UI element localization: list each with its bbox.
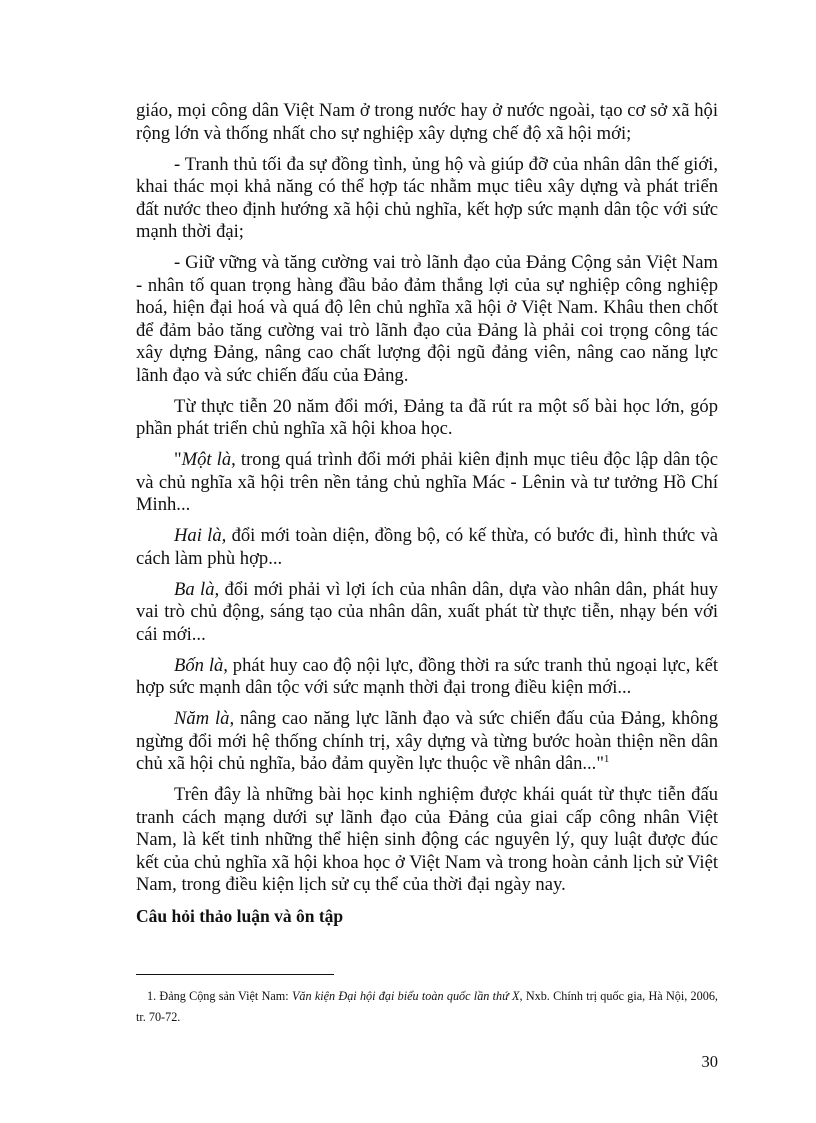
lesson-one-text: , trong quá trình đổi mới phải kiên định mục tiêu độc lập dân tộc và chủ nghĩa xã hội trên nền tảng chủ nghĩa Mác - Lênin và tư tưởng Hồ Chí Minh...	[136, 449, 718, 515]
lesson-one-open-quote: "	[174, 449, 182, 470]
footnote-title: Văn kiện Đại hội đại biểu toàn quốc lần thứ X	[291, 989, 520, 1003]
lesson-five-lead: Năm là,	[174, 708, 235, 729]
lesson-five	[136, 708, 718, 776]
lesson-four-lead: Bốn là,	[174, 654, 228, 676]
lesson-four	[136, 655, 718, 700]
lesson-two	[136, 525, 718, 570]
paragraph-continued: giáo, mọi công dân Việt Nam ở trong nước hay ở nước ngoài, tạo cơ sở xã hội rộng lớn và thống nhất cho sự nghiệp xây dựng chế độ xã hội mới;	[136, 100, 718, 144]
footnote-divider	[136, 974, 334, 975]
lesson-two-text: đổi mới toàn diện, đồng bộ, có kế thừa, có bước đi, hình thức và cách làm phù hợp...	[136, 525, 718, 569]
lesson-three	[136, 579, 718, 647]
section-heading: Câu hỏi thảo luận và ôn tập	[136, 906, 344, 926]
paragraph-bullet-party-leadership: - Giữ vững và tăng cường vai trò lãnh đạo của Đảng Cộng sản Việt Nam - nhân tố quan trọng hàng đầu bảo đảm thắng lợi của sự nghiệp công nghiệp hoá, hiện đại hoá và quá độ lên chủ nghĩa xã hội ở Việt Nam. Khâu then chốt để đảm bảo tăng cường vai trò lãnh đạo của Đảng là phải coi trọng công tác xây dựng Đảng, nâng cao chất lượng đội ngũ đảng viên, nâng cao năng lực lãnh đạo và sức chiến đấu của Đảng.	[136, 252, 718, 386]
lesson-three-lead: Ba là,	[174, 578, 220, 600]
footnote-suffix: , Nxb. Chính trị quốc gia, Hà Nội, 2006, tr. 70-72.	[136, 989, 718, 1024]
lesson-four-text: phát huy cao độ nội lực, đồng thời ra sức tranh thủ ngoại lực, kết hợp sức mạnh dân tộc với sức mạnh thời đại trong điều kiện mới...	[136, 654, 718, 698]
lesson-three-text: đổi mới phải vì lợi ích của nhân dân, dựa vào nhân dân, phát huy vai trò chủ động, sáng tạo của nhân dân, xuất phát từ thực tiễn, nhạy bén với cái mới...	[136, 578, 718, 645]
footnote-reference[interactable]: 1	[603, 753, 610, 765]
paragraph-closing: Trên đây là những bài học kinh nghiệm được khái quát từ thực tiễn đấu tranh cách mạng dưới sự lãnh đạo của Đảng của giai cấp công nhân Việt Nam, là kết tinh những thể hiện sinh động các nguyên lý, quy luật được đúc kết của chủ nghĩa xã hội khoa học ở Việt Nam và trong hoàn cảnh lịch sử Việt Nam, trong điều kiện lịch sử cụ thể của thời đại ngày nay.	[136, 784, 718, 895]
paragraph-bullet-international-support: - Tranh thủ tối đa sự đồng tình, ủng hộ và giúp đỡ của nhân dân thế giới, khai thác mọi khả năng có thể hợp tác nhằm mục tiêu xây dựng và phát triển đất nước theo định hướng xã hội chủ nghĩa, kết hợp sức mạnh dân tộc với sức mạnh thời đại;	[136, 153, 718, 242]
lesson-two-lead: Hai là,	[174, 525, 227, 546]
footnote-prefix: 1. Đảng Cộng sản Việt Nam:	[147, 989, 292, 1003]
page-number: 30	[701, 1052, 718, 1071]
lesson-one	[136, 449, 718, 517]
paragraph-lessons-intro: Từ thực tiễn 20 năm đổi mới, Đảng ta đã rút ra một số bài học lớn, góp phần phát triển chủ nghĩa xã hội khoa học.	[136, 395, 718, 439]
footnote	[136, 986, 718, 1028]
page-body	[136, 100, 718, 936]
lesson-one-lead: Một là	[181, 449, 232, 470]
lesson-five-text: nâng cao năng lực lãnh đạo và sức chiến đấu của Đảng, không ngừng đổi mới hệ thống chính trị, xây dựng và từng bước hoàn thiện nền dân chủ xã hội chủ nghĩa, bảo đảm quyền lực thuộc về nhân dân..."	[136, 708, 719, 774]
